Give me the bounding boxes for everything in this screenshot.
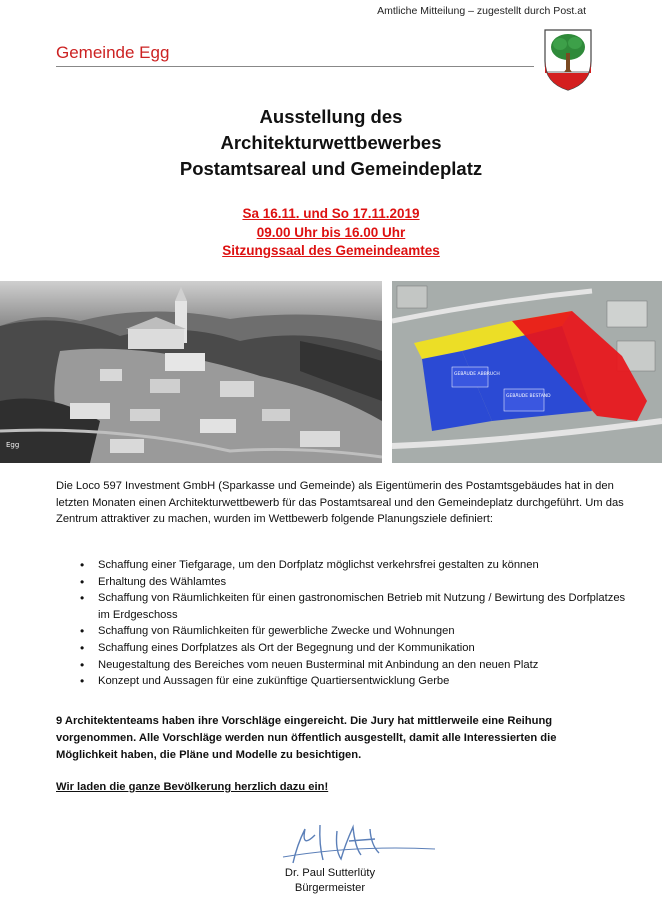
list-item: • Erhaltung des Wählamtes	[56, 574, 636, 591]
title-line-2: Architekturwettbewerbes	[220, 132, 442, 153]
list-item: • Neugestaltung des Bereiches vom neuen Busterminal mit Anbindung an den neuen Platz	[56, 657, 636, 674]
list-item: • Schaffung einer Tiefgarage, um den Dorfplatz möglichst verkehrsfrei gestalten zu können	[56, 557, 636, 574]
event-date: Sa 16.11. und So 17.11.2019	[242, 206, 420, 221]
teams-paragraph: 9 Architektenteams haben ihre Vorschläge eingereicht. Die Jury hat mittlerweile eine Reihung vorgenommen. Alle Vorschläge werden nun öffentlich ausgestellt, damit alle Interessierten die Möglichkeit haben, die Pläne und Modelle zu besichtigen.	[56, 715, 557, 762]
site-plan-photo	[392, 281, 662, 463]
municipality-name: Gemeinde Egg	[56, 43, 170, 62]
invitation-line: Wir laden die ganze Bevölkerung herzlich dazu ein!	[56, 781, 329, 793]
list-item: • Schaffung eines Dorfplatzes als Ort der Begegnung und der Kommunikation	[56, 640, 636, 657]
signer-role: Bürgermeister	[294, 882, 366, 894]
plan-label-existing: GEBÄUDE BESTAND	[506, 394, 551, 399]
title-line-3: Postamtsareal und Gemeindeplatz	[179, 158, 483, 179]
photo-caption: Egg	[6, 441, 20, 449]
event-time: 09.00 Uhr bis 16.00 Uhr	[256, 224, 406, 240]
event-details	[0, 205, 662, 261]
list-item: • Konzept und Aussagen für eine zukünftige Quartiersentwicklung Gerbe	[56, 673, 636, 690]
coat-of-arms-icon	[542, 27, 594, 93]
handwritten-signature	[275, 815, 445, 873]
village-aerial-photo	[0, 281, 382, 463]
official-notice: Amtliche Mitteilung – zugestellt durch Post.at	[377, 5, 586, 17]
signer-name: Dr. Paul Sutterlüty	[284, 867, 376, 879]
header-divider	[56, 66, 534, 67]
plan-label-demolition: GEBÄUDE ABBRUCH	[454, 372, 500, 377]
title-line-1: Ausstellung des	[259, 106, 403, 127]
planning-goals-list	[56, 557, 636, 690]
list-item: • Schaffung von Räumlichkeiten für gewerbliche Zwecke und Wohnungen	[56, 623, 636, 640]
signer-block	[262, 866, 398, 896]
event-location: Sitzungssaal des Gemeindeamtes	[222, 243, 440, 258]
intro-paragraph: Die Loco 597 Investment GmbH (Sparkasse und Gemeinde) als Eigentümerin des Postamtsgebäudes hat in den letzten Monaten einen Architekturwettbewerb für das Postamtsareal und den Gemeindeplatz durchgeführt. Um das Zentrum attraktiver zu machen, wurden im Wettbewerb folgende Planungsziele definiert:	[56, 480, 624, 526]
list-item: • Schaffung von Räumlichkeiten für einen gastronomischen Betrieb mit Nutzung / Bewirtung des Dorfplatzes im Erdgeschoss	[56, 590, 636, 623]
document-title	[0, 104, 662, 182]
